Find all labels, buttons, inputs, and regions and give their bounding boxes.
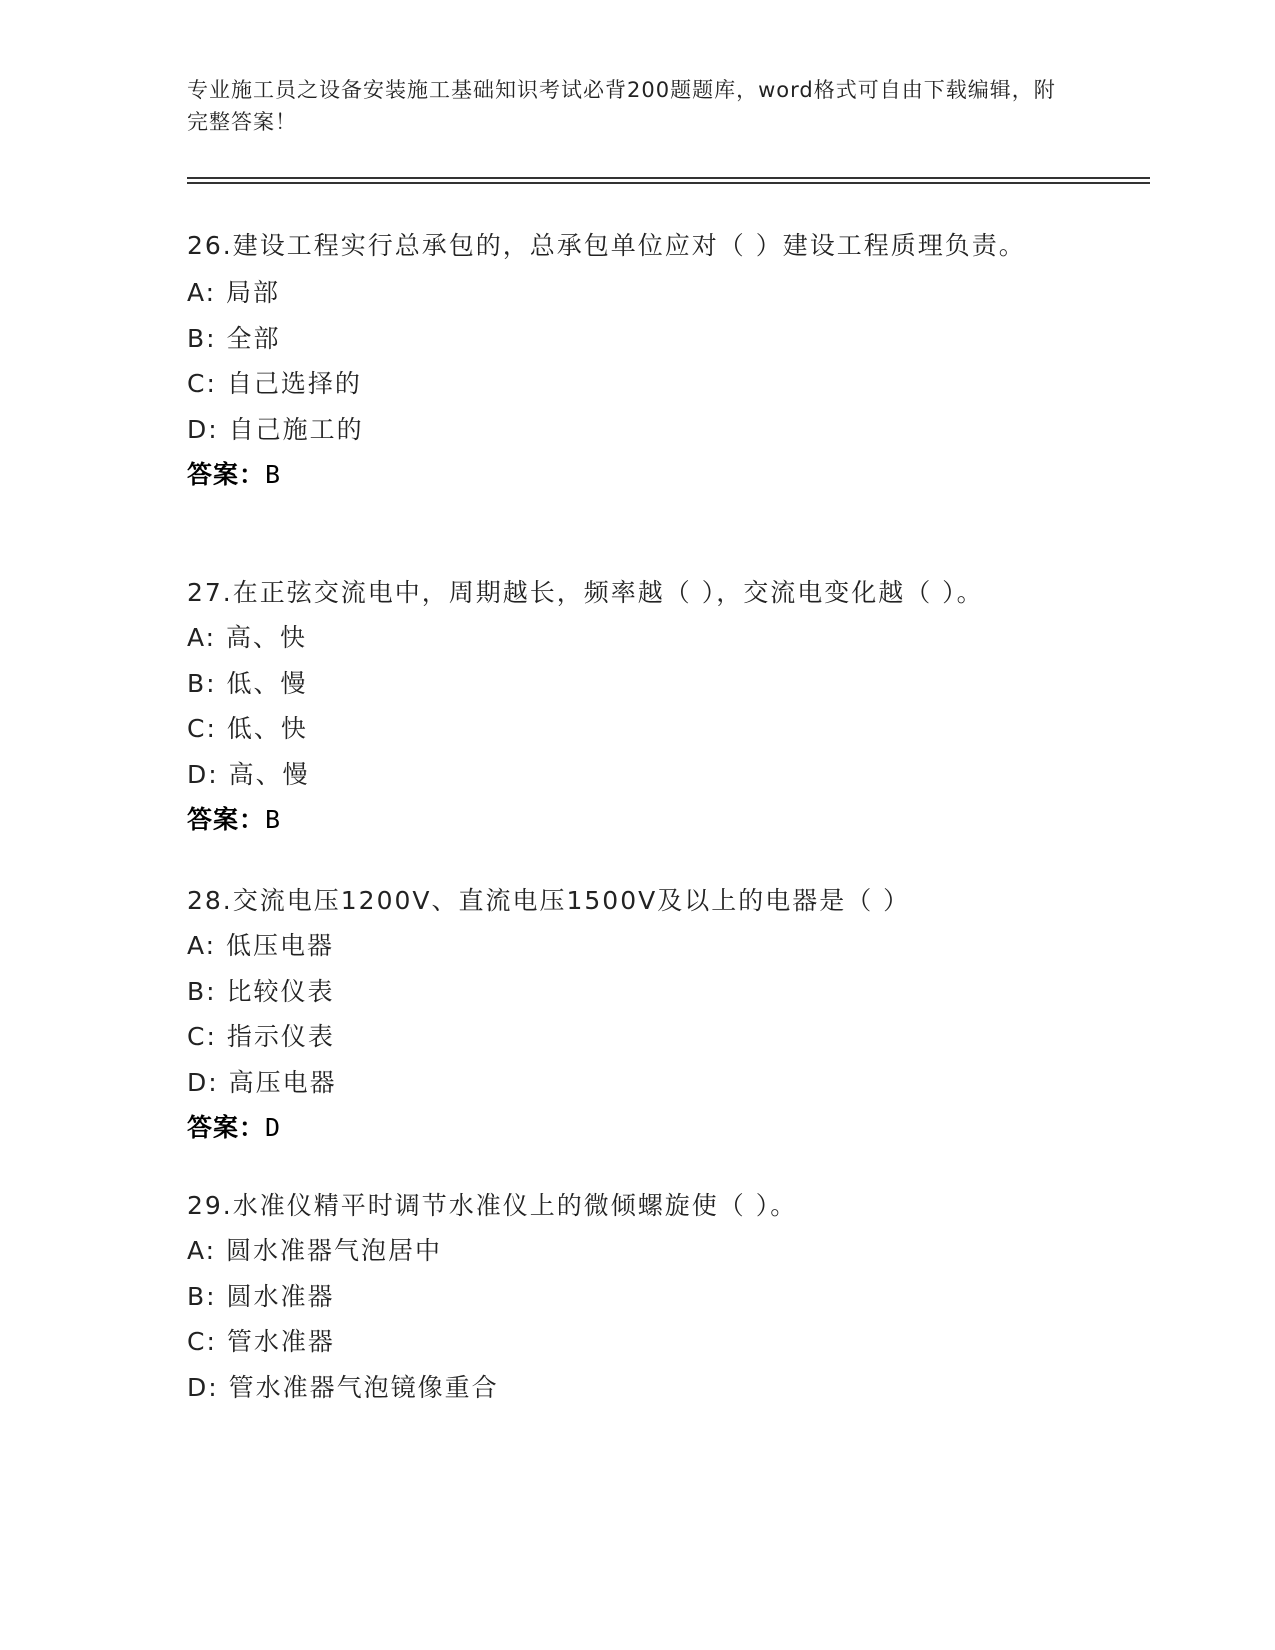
option-b: B: 全部 — [187, 323, 281, 353]
question-text: 27.在正弦交流电中，周期越长，频率越（ ），交流电变化越（ ）。 — [187, 578, 984, 607]
option-a: A: 低压电器 — [187, 931, 335, 960]
option-a: A: 圆水准器气泡居中 — [187, 1236, 443, 1265]
question-29 — [187, 1184, 1067, 1410]
answer-line — [187, 1105, 1067, 1151]
option-b: B: 比较仪表 — [187, 976, 335, 1006]
question-26 — [187, 222, 1067, 498]
option-a: A: 高、快 — [187, 623, 308, 652]
question-28 — [187, 879, 1067, 1151]
document-header: 专业施工员之设备安装施工基础知识考试必背200题题库，word格式可自由下载编辑，附完整答案！ — [187, 78, 1056, 134]
answer-line — [187, 797, 1067, 843]
question-27 — [187, 571, 1067, 843]
option-b: B: 圆水准器 — [187, 1281, 335, 1311]
option-c: C: 管水准器 — [187, 1327, 335, 1356]
option-d: D: 高、慢 — [187, 759, 310, 789]
question-text: 28.交流电压1200V、直流电压1500V及以上的电器是（ ） — [187, 886, 911, 915]
option-c: C: 低、快 — [187, 714, 308, 743]
option-b: B: 低、慢 — [187, 668, 308, 698]
option-d: D: 高压电器 — [187, 1067, 337, 1097]
answer-line — [187, 452, 1067, 498]
header-divider-top — [187, 177, 1150, 179]
option-c: C: 自己选择的 — [187, 369, 362, 398]
answer-label: 答案： — [187, 460, 266, 489]
answer-label: 答案： — [187, 805, 266, 834]
header-divider-bottom — [187, 182, 1150, 184]
answer-value: B — [265, 460, 282, 489]
answer-value: B — [265, 805, 282, 834]
option-d: D: 管水准器气泡镜像重合 — [187, 1372, 499, 1402]
question-text: 29.水准仪精平时调节水准仪上的微倾螺旋使（ ）。 — [187, 1191, 798, 1220]
option-c: C: 指示仪表 — [187, 1022, 335, 1051]
answer-value: D — [265, 1113, 282, 1142]
answer-label: 答案： — [187, 1113, 266, 1142]
option-d: D: 自己施工的 — [187, 414, 364, 444]
question-text: 26.建设工程实行总承包的，总承包单位应对（ ）建设工程质理负责。 — [187, 231, 1026, 260]
option-a: A: 局部 — [187, 278, 281, 307]
